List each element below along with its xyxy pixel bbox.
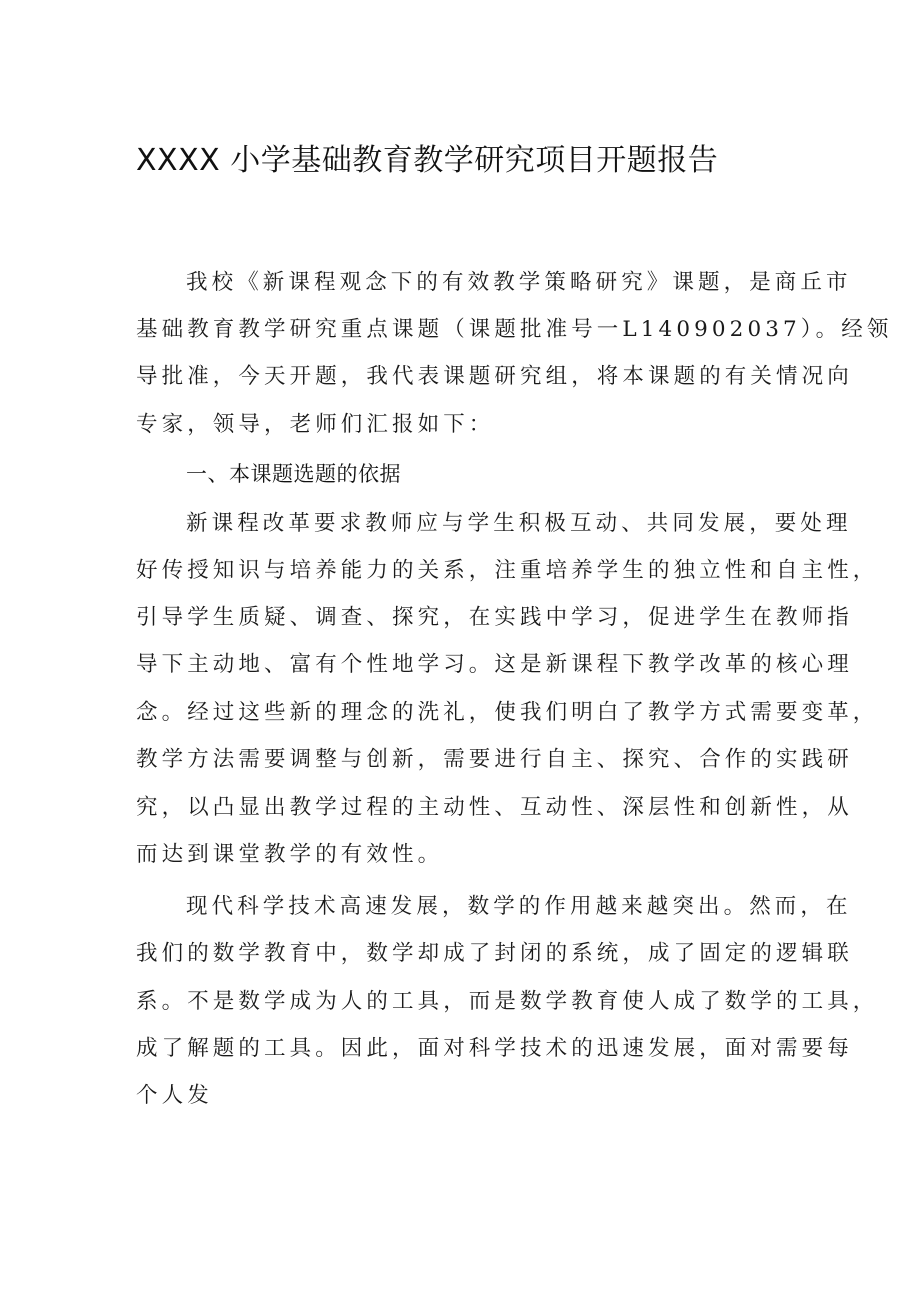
document-title: XXXX 小学基础教育教学研究项目开题报告 xyxy=(136,143,719,178)
paragraph-line: 系。不是数学成为人的工具，而是数学教育使人成了数学的工具， xyxy=(136,989,879,1014)
paragraph-line: 现代科学技术高速发展，数学的作用越来越突出。然而，在 xyxy=(186,894,852,919)
paragraph-line: 我们的数学教育中，数学却成了封闭的系统，成了固定的逻辑联 xyxy=(136,941,853,966)
paragraph-line: 教学方法需要调整与创新，需要进行自主、探究、合作的实践研 xyxy=(136,747,853,772)
paragraph-line: 究，以凸显出教学过程的主动性、互动性、深层性和创新性，从 xyxy=(136,795,853,820)
intro-line: 基础教育教学研究重点课题（课题批准号一L140902037）。经领 xyxy=(136,317,893,342)
section-heading: 一、本课题选题的依据 xyxy=(186,462,401,486)
paragraph-line: 好传授知识与培养能力的关系，注重培养学生的独立性和自主性， xyxy=(136,558,879,583)
intro-line: 导批准，今天开题，我代表课题研究组，将本课题的有关情况向 xyxy=(136,364,853,389)
paragraph-line: 个人发 xyxy=(136,1083,213,1108)
paragraph-line: 成了解题的工具。因此，面对科学技术的迅速发展，面对需要每 xyxy=(136,1036,853,1061)
paragraph-line: 而达到课堂教学的有效性。 xyxy=(136,842,444,867)
paragraph-line: 念。经过这些新的理念的洗礼，使我们明白了教学方式需要变革， xyxy=(136,700,879,725)
paragraph-line: 引导学生质疑、调查、探究，在实践中学习，促进学生在教师指 xyxy=(136,605,853,630)
intro-line: 专家，领导，老师们汇报如下： xyxy=(136,412,495,437)
paragraph-line: 新课程改革要求教师应与学生积极互动、共同发展，要处理 xyxy=(186,511,852,536)
intro-line: 我校《新课程观念下的有效教学策略研究》课题，是商丘市 xyxy=(186,270,852,295)
paragraph-line: 导下主动地、富有个性地学习。这是新课程下教学改革的核心理 xyxy=(136,652,853,677)
